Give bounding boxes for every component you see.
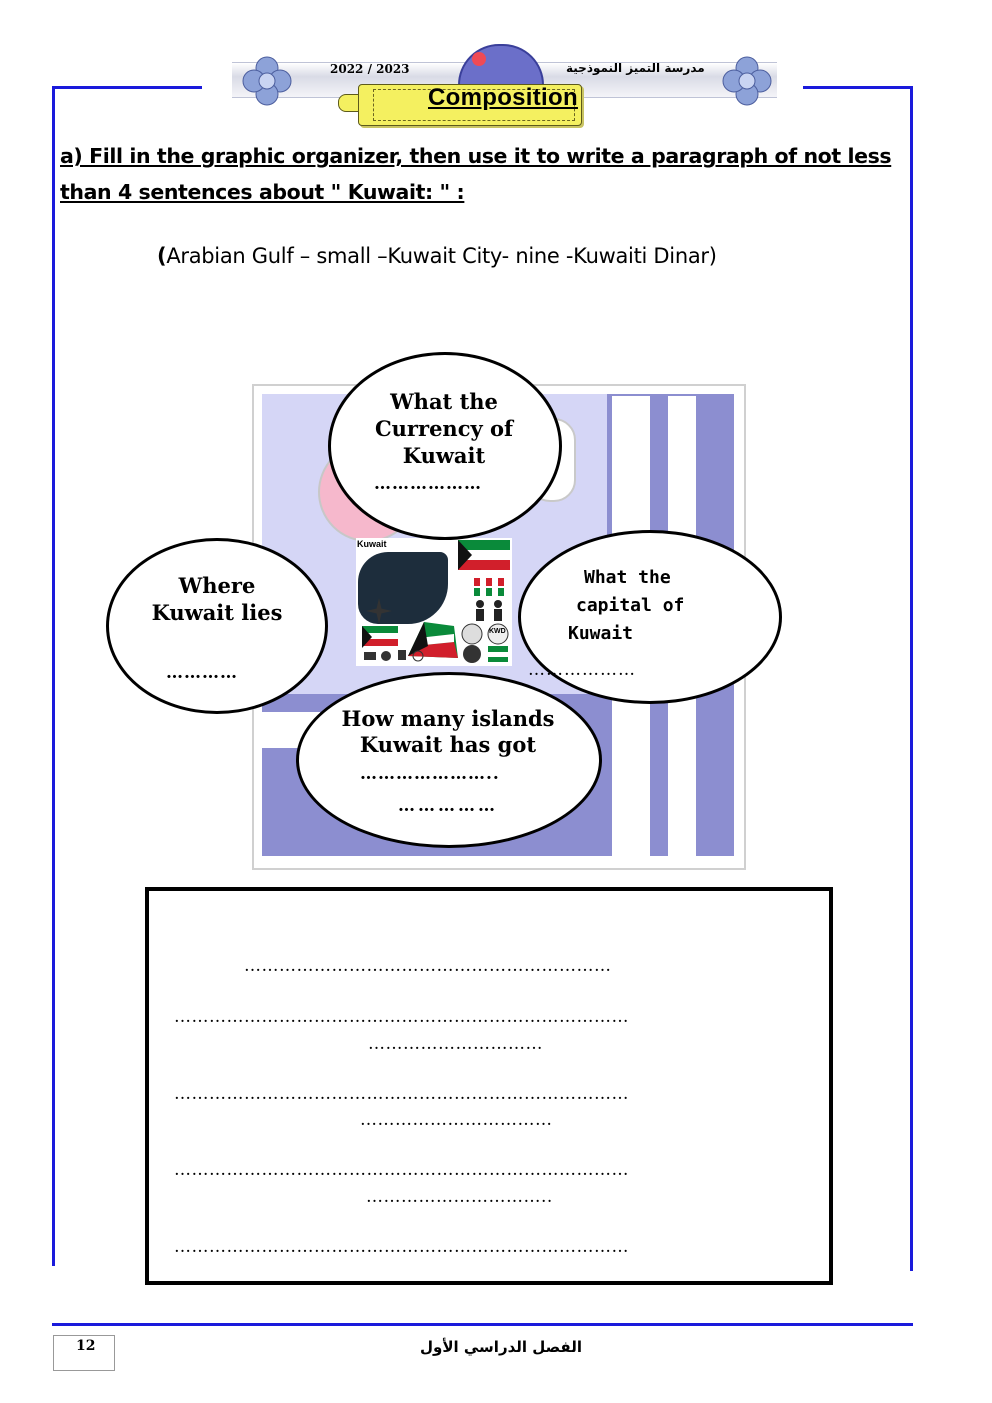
answer-line[interactable]: …………………………… (360, 1110, 553, 1130)
location-answer-blank[interactable]: ………… (166, 663, 238, 683)
instruction-text: a) Fill in the graphic organizer, then use it to write a paragraph of not less than 4 sentences about " Kuwait: " : (60, 144, 892, 204)
capital-line-3: Kuwait (568, 623, 634, 644)
answer-line[interactable]: ………………………….. (366, 1187, 553, 1207)
page-frame-left (52, 86, 55, 1266)
semester-label: الفصل الدراسي الأول (420, 1338, 582, 1356)
word-bank-items: Arabian Gulf – small –Kuwait City- nine -Kuwaiti Dinar) (166, 244, 717, 268)
currency-badge: KWD (489, 628, 506, 635)
kuwait-picture-label: Kuwait (357, 539, 387, 549)
page-frame-right (910, 86, 913, 1271)
word-bank (157, 244, 717, 268)
answer-line[interactable]: …………………………………………………………………… (174, 1237, 629, 1257)
capital-answer-blank[interactable]: ……………… (528, 660, 636, 680)
islands-bubble (296, 672, 602, 848)
islands-line-1: How many islands (341, 706, 555, 731)
answer-line[interactable]: …………………………………………………………………… (174, 1007, 629, 1027)
page-frame-top-left (52, 86, 202, 89)
flower-decoration-icon (718, 52, 776, 110)
islands-answer-blank-1[interactable]: ………………….. (360, 764, 500, 784)
school-logo-dot (472, 52, 486, 66)
answer-line[interactable]: ……………………………………………………… (244, 956, 612, 976)
currency-answer-blank[interactable]: ……………… (374, 474, 482, 494)
islands-question (300, 706, 596, 758)
capital-line-1: What the (584, 567, 671, 588)
compass-icon (364, 596, 394, 626)
islands-line-2: Kuwait has got (359, 732, 537, 757)
currency-line-2: Currency of (374, 416, 514, 441)
capital-line-2: capital of (576, 595, 685, 616)
flower-decoration-icon (238, 52, 296, 110)
location-bubble (106, 538, 328, 714)
page-frame-top-right (803, 86, 913, 89)
location-question (120, 572, 314, 626)
answer-line[interactable]: …………………………………………………………………… (174, 1084, 629, 1104)
small-flag-icon (362, 626, 398, 646)
footer-rule (52, 1323, 913, 1326)
word-bank-paren: ( (157, 244, 167, 268)
page-title: Composition (428, 84, 578, 111)
capital-question (568, 564, 684, 648)
school-year: 2022 / 2023 (330, 62, 410, 76)
currency-line-3: Kuwait (402, 443, 486, 468)
answer-line[interactable]: ………………………… (368, 1034, 543, 1054)
page-number: 12 (76, 1338, 96, 1354)
school-name: مدرسة التميز النموذجية (566, 61, 705, 75)
location-line-2: Kuwait lies (151, 600, 283, 625)
currency-line-1: What the (390, 389, 498, 414)
answer-line[interactable]: …………………………………………………………………… (174, 1160, 629, 1180)
islands-answer-blank-2[interactable]: …………… (398, 796, 498, 816)
currency-question (340, 388, 548, 469)
kuwait-flag-icon (458, 540, 510, 570)
people-icon (468, 574, 512, 622)
location-line-1: Where (178, 573, 256, 598)
transport-icons (362, 646, 442, 664)
